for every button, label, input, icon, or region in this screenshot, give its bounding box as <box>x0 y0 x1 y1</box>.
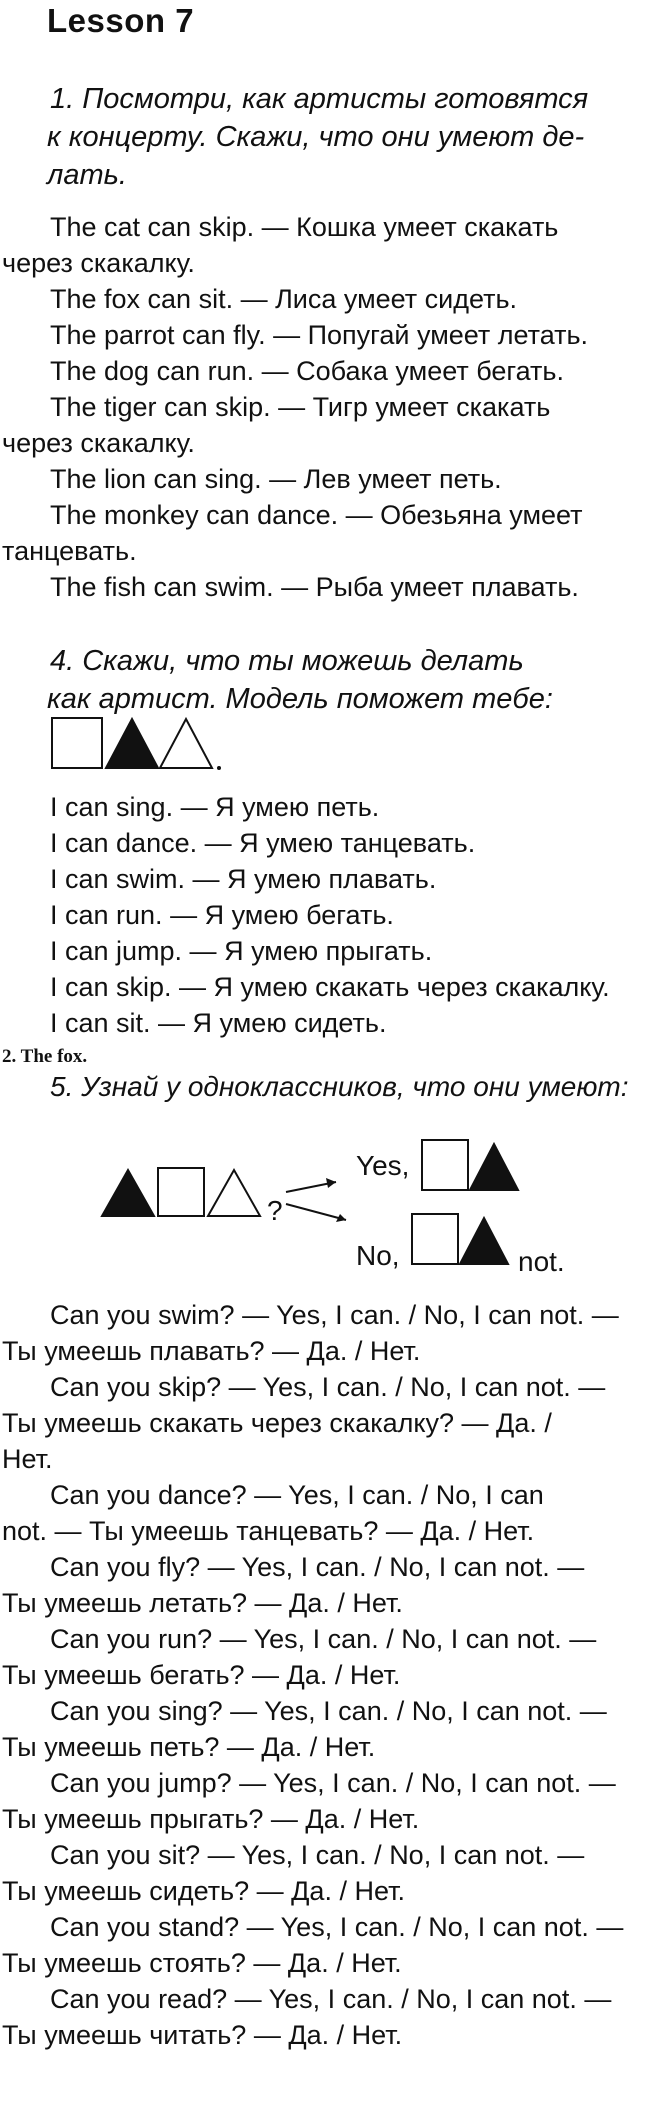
task5-line: Ты умеешь бегать? — Да. / Нет. <box>2 1660 401 1690</box>
task5-line: Can you run? — Yes, I can. / No, I can not. — <box>50 1624 597 1654</box>
task5-title: 5. Узнай у одноклассников, что они умеют: <box>50 1071 629 1102</box>
square-icon <box>412 1214 458 1264</box>
task1-line: танцевать. <box>2 536 137 566</box>
task4-title <box>47 642 553 718</box>
not-label: not. <box>518 1246 565 1277</box>
task5-line: Can you sing? — Yes, I can. / No, I can not. — <box>50 1696 607 1726</box>
task5-line: Can you skip? — Yes, I can. / No, I can not. — <box>50 1372 606 1402</box>
task5-line: Ты умеешь стоять? — Да. / Нет. <box>2 1948 402 1978</box>
task1-line: The parrot can fly. — Попугай умеет летать. <box>50 320 589 350</box>
task5-line: Ты умеешь прыгать? — Да. / Нет. <box>2 1804 420 1834</box>
task4-model <box>50 716 230 772</box>
task5-line: Ты умеешь скакать через скакалку? — Да. / <box>2 1408 552 1438</box>
task1-title-line: 1. Посмотри, как артисты готовятся <box>50 83 589 115</box>
task4-line: I can skip. — Я умею скакать через скакалку. <box>50 972 610 1002</box>
task5-line: Can you swim? — Yes, I can. / No, I can not. — <box>50 1300 619 1330</box>
filled-triangle-icon <box>470 1144 518 1190</box>
task4-title-line: как артист. Модель поможет тебе: <box>47 683 553 715</box>
task4-line: I can sing. — Я умею петь. <box>50 792 380 822</box>
task1-line: The fox can sit. — Лиса умеет сидеть. <box>50 284 518 314</box>
task1-line: The lion can sing. — Лев умеет петь. <box>50 464 502 494</box>
task1-line: The tiger can skip. — Тигр умеет скакать <box>50 392 551 422</box>
task5-diagram <box>100 1140 520 1300</box>
lesson-title: Lesson 7 <box>47 2 195 39</box>
filled-triangle-icon <box>102 1170 154 1216</box>
task1-line: The monkey can dance. — Обезьяна умеет <box>50 500 583 530</box>
task5-line: Ты умеешь читать? — Да. / Нет. <box>2 2020 403 2050</box>
task2-answer: 2. The fox. <box>2 1046 88 1067</box>
task1-line: The dog can run. — Собака умеет бегать. <box>50 356 564 386</box>
task4-line: I can run. — Я умею бегать. <box>50 900 394 930</box>
task4-title-line: 4. Скажи, что ты можешь делать <box>50 645 524 677</box>
task5-line: Нет. <box>2 1444 53 1474</box>
task5-line: Can you dance? — Yes, I can. / No, I can <box>50 1480 544 1510</box>
square-icon <box>422 1140 468 1190</box>
task5-line: Ты умеешь сидеть? — Да. / Нет. <box>2 1876 405 1906</box>
triangle-icon <box>160 719 212 768</box>
task1-line: The fish can swim. — Рыба умеет плавать. <box>50 572 579 602</box>
task5-line: Can you stand? — Yes, I can. / No, I can not. — <box>50 1912 624 1942</box>
task1-title-line: к концерту. Скажи, что они умеют де- <box>47 121 585 153</box>
task1-title <box>47 80 589 194</box>
square-icon <box>158 1168 204 1216</box>
task1-line: через скакалку. <box>2 248 195 278</box>
task4-line: I can swim. — Я умею плавать. <box>50 864 437 894</box>
task5-line: not. — Ты умеешь танцевать? — Да. / Нет. <box>2 1516 535 1546</box>
period-dot <box>217 766 221 770</box>
task5-line: Ты умеешь летать? — Да. / Нет. <box>2 1588 403 1618</box>
question-mark: ? <box>267 1195 283 1226</box>
task4-line: I can sit. — Я умею сидеть. <box>50 1008 387 1038</box>
task5-line: Ты умеешь плавать? — Да. / Нет. <box>2 1336 421 1366</box>
task4-line: I can jump. — Я умею прыгать. <box>50 936 433 966</box>
task1-line: через скакалку. <box>2 428 195 458</box>
task5-line: Can you jump? — Yes, I can. / No, I can not. — <box>50 1768 616 1798</box>
triangle-icon <box>208 1170 260 1216</box>
no-label: No, <box>356 1240 400 1271</box>
square-icon <box>52 718 102 768</box>
task5-line: Can you sit? — Yes, I can. / No, I can not. — <box>50 1840 585 1870</box>
filled-triangle-icon <box>106 719 158 768</box>
filled-triangle-icon <box>460 1218 508 1264</box>
arrow-no-icon <box>286 1204 346 1220</box>
task1-line: The cat can skip. — Кошка умеет скакать <box>50 212 559 242</box>
arrowhead-icon <box>326 1178 336 1188</box>
task5-line: Can you fly? — Yes, I can. / No, I can not. — <box>50 1552 585 1582</box>
task1-title-line: лать. <box>47 159 127 191</box>
task4-line: I can dance. — Я умею танцевать. <box>50 828 476 858</box>
task5-line: Ты умеешь петь? — Да. / Нет. <box>2 1732 376 1762</box>
task5-line: Can you read? — Yes, I can. / No, I can not. — <box>50 1984 612 2014</box>
yes-label: Yes, <box>356 1150 410 1181</box>
